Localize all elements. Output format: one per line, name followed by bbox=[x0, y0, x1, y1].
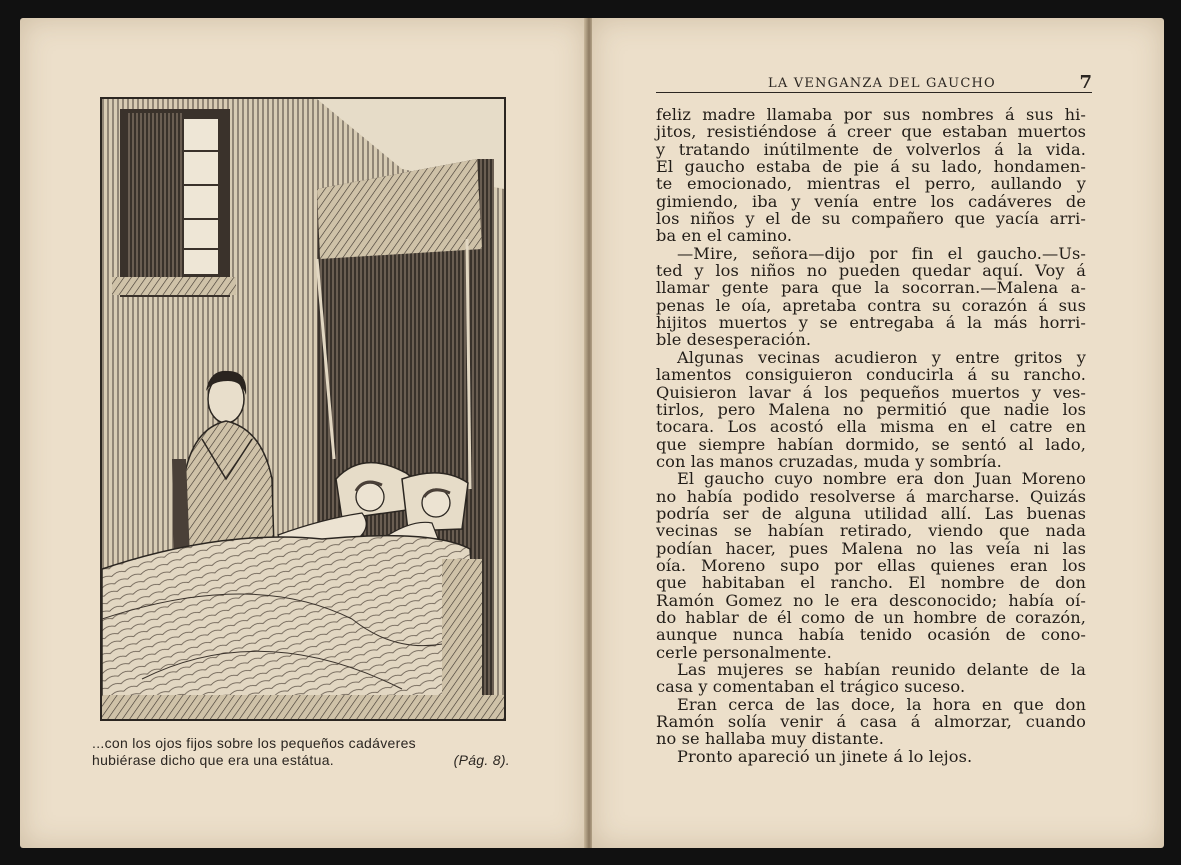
caption-page-reference: (Pág. 8). bbox=[453, 752, 510, 768]
text-line: oía. Moreno supo por ellas quienes eran los bbox=[656, 555, 1086, 575]
illustration-drawing bbox=[102, 99, 504, 719]
text-line: El gaucho estaba de pie á su lado, hondamen- bbox=[656, 157, 1086, 177]
text-line: hijitos muertos y se entregaba á la más horri- bbox=[656, 313, 1086, 333]
text-line: tocara. Los acostó ella misma en el catre en bbox=[656, 417, 1086, 437]
text-line: do hablar de él como de un hombre de corazón, bbox=[656, 607, 1086, 627]
text-line: cerle personalmente. bbox=[656, 642, 832, 662]
text-line: —Mire, señora—dijo por fin el gaucho.—Us- bbox=[677, 243, 1086, 263]
running-head-title: LA VENGANZA DEL GAUCHO bbox=[768, 76, 996, 91]
text-line: Eran cerca de las doce, la hora en que don bbox=[677, 694, 1086, 714]
text-line: Ramón Gomez no le era desconocido; había oí- bbox=[656, 590, 1086, 610]
text-line: no había podido resolverse á marcharse. Quizás bbox=[656, 486, 1086, 506]
right-page bbox=[592, 18, 1164, 848]
text-line: ble desesperación. bbox=[656, 330, 812, 350]
text-line: lamentos consiguieron conducirla á su rancho. bbox=[656, 365, 1086, 385]
text-line: feliz madre llamaba por sus nombres á sus hi- bbox=[656, 105, 1086, 124]
caption-line-1: ...con los ojos fijos sobre los pequeños cadáveres bbox=[92, 735, 416, 751]
text-line: llamar gente para que la socorran.—Malena a- bbox=[656, 278, 1086, 298]
text-line: Las mujeres se habían reunido delante de la bbox=[677, 660, 1086, 679]
caption-line-2 bbox=[92, 752, 532, 769]
text-line: tirlos, pero Malena no permitió que nadie los bbox=[656, 399, 1086, 419]
text-line: penas le oía, apretaba contra su corazón á sus bbox=[656, 295, 1086, 315]
text-line: con las manos cruzadas, muda y sombría. bbox=[656, 451, 1002, 471]
text-line: Ramón solía venir á casa á almorzar, cuando bbox=[656, 712, 1086, 732]
left-page bbox=[20, 18, 586, 848]
text-line: Algunas vecinas acudieron y entre gritos y bbox=[677, 347, 1086, 367]
text-line: casa y comentaban el trágico suceso. bbox=[656, 677, 966, 697]
text-line: vecinas se habían retirado, viendo que nada bbox=[656, 521, 1086, 541]
text-line: Quisieron lavar á los pequeños muertos y ves- bbox=[656, 382, 1086, 402]
text-line: podría ser de alguna utilidad allí. Las buenas bbox=[656, 503, 1086, 523]
text-line: podían hacer, pues Malena no las veía ni las bbox=[656, 538, 1086, 558]
body-text bbox=[656, 106, 1086, 765]
text-line: que siempre habían dormido, se sentó al lado, bbox=[656, 434, 1086, 454]
text-line: los niños y el de su compañero que yacía arri- bbox=[656, 209, 1086, 229]
text-line: te emocionado, mientras el perro, aullando y bbox=[656, 174, 1086, 194]
text-line: ba en el camino. bbox=[656, 226, 793, 246]
text-line: El gaucho cuyo nombre era don Juan Moreno bbox=[677, 469, 1086, 489]
text-line: gimiendo, iba y venía entre los cadáveres de bbox=[656, 191, 1086, 211]
text-line: no se hallaba muy distante. bbox=[656, 729, 885, 749]
text-line: ted y los niños no pueden quedar aquí. Voy á bbox=[656, 261, 1086, 281]
caption-line-2-text: hubiérase dicho que era una estátua. bbox=[92, 752, 334, 768]
illustration-caption bbox=[92, 735, 532, 769]
text-line: y tratando inútilmente de volverlos á la vida. bbox=[656, 139, 1086, 159]
bed-scene-illustration-icon bbox=[100, 97, 506, 721]
text-line: que habitaban el rancho. El nombre de don bbox=[656, 573, 1086, 593]
text-line: Pronto apareció un jinete á lo lejos. bbox=[677, 746, 973, 766]
text-line: jitos, resistiéndose á creer que estaban muertos bbox=[656, 122, 1086, 142]
running-head bbox=[656, 72, 1092, 93]
page-number: 7 bbox=[1079, 72, 1092, 93]
text-line: aunque nunca había tenido ocasión de cono- bbox=[656, 625, 1086, 645]
